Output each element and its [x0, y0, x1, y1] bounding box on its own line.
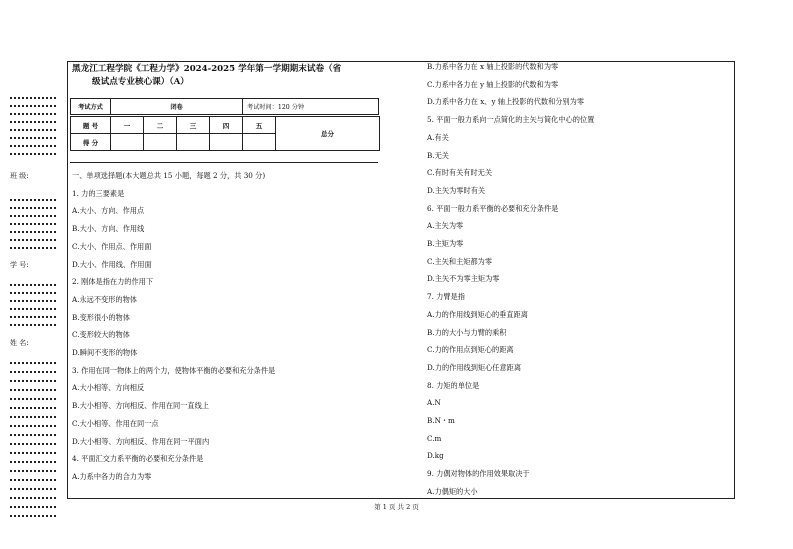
- student-id-label: 学 号:: [10, 261, 29, 269]
- left-question-line: 4. 平面汇交力系平衡的必要和充分条件是: [72, 454, 204, 464]
- binding-dotted-line: [10, 461, 56, 465]
- binding-dotted-line: [10, 153, 56, 157]
- right-question-line: B.N・m: [427, 416, 455, 425]
- left-question-line: A.大小相等、方向相反: [72, 383, 145, 393]
- name-label: 姓 名:: [10, 339, 29, 347]
- score-cell: [210, 134, 243, 151]
- score-cell: [144, 134, 177, 151]
- right-question-line: 5. 平面一般力系向一点简化的主矢与简化中心的位置: [427, 115, 595, 125]
- left-question-line: D.大小、作用线、作用面: [72, 259, 152, 269]
- right-question-line: D.力的作用线到矩心任意距离: [427, 362, 522, 372]
- right-question-line: B.力的大小与力臂的乘积: [427, 327, 507, 337]
- binding-dotted-line: [10, 488, 56, 492]
- binding-dotted-line: [10, 324, 56, 328]
- binding-dotted-line: [10, 479, 56, 483]
- binding-dotted-line: [10, 207, 56, 211]
- exam-title: [72, 63, 382, 89]
- class-label: 班 级:: [10, 172, 29, 180]
- binding-dotted-line: [10, 145, 56, 149]
- binding-dotted-line: [10, 215, 56, 219]
- right-question-line: A.力的作用线到矩心的垂直距离: [427, 309, 528, 319]
- score-table: [70, 116, 380, 151]
- right-question-line: A.力偶矩的大小: [427, 486, 478, 496]
- binding-dotted-line: [10, 515, 56, 519]
- exam-title-line2: 级试点专业核心课）（A）: [92, 77, 189, 87]
- exam-title-line1: 黑龙江工程学院《工程力学》2024-2025 学年第一学期期末试卷（省: [72, 64, 342, 74]
- exam-mode-value: 闭卷: [111, 99, 243, 115]
- binding-dotted-line: [10, 137, 56, 141]
- left-question-line: 2. 刚体是指在力的作用下: [72, 277, 154, 287]
- binding-dotted-line: [10, 371, 56, 375]
- left-question-line: B.大小相等、方向相反、作用在同一直线上: [72, 401, 209, 411]
- right-question-line: 7. 力臂是指: [427, 292, 465, 302]
- binding-dotted-line: [10, 434, 56, 438]
- score-col-2: 二: [144, 117, 177, 134]
- binding-dotted-line: [10, 113, 56, 117]
- question-no-label: 题 号: [71, 117, 111, 134]
- binding-dotted-line: [10, 470, 56, 474]
- exam-mode-label: 考试方式: [71, 99, 111, 115]
- right-question-line: D.kg: [427, 451, 444, 461]
- right-question-line: 6. 平面一般力系平衡的必要和充分条件是: [427, 203, 559, 213]
- left-question-line: 1. 力的三要素是: [72, 188, 125, 198]
- score-col-3: 三: [177, 117, 210, 134]
- right-question-line: D.力系中各力在 x、y 轴上投影的代数和分别为零: [427, 97, 585, 107]
- score-cell: [111, 134, 144, 151]
- binding-dotted-line: [10, 97, 56, 101]
- binding-dotted-line: [10, 308, 56, 312]
- right-question-line: B.无关: [427, 150, 449, 160]
- binding-dotted-line: [10, 425, 56, 429]
- right-question-line: D.主矢不为零主矩为零: [427, 274, 500, 284]
- binding-dotted-line: [10, 231, 56, 235]
- left-question-line: D.大小相等、方向相反、作用在同一平面内: [72, 436, 210, 446]
- right-question-line: D.主矢为零时有关: [427, 185, 486, 195]
- binding-dotted-line: [10, 284, 56, 288]
- binding-dotted-line: [10, 389, 56, 393]
- binding-dotted-line: [10, 199, 56, 203]
- binding-dotted-line: [10, 362, 56, 366]
- left-question-line: 3. 作用在同一物体上的两个力，使物体平衡的必要和充分条件是: [72, 365, 276, 375]
- right-question-line: C.力系中各力在 y 轴上投影的代数和为零: [427, 79, 559, 89]
- binding-dotted-line: [10, 223, 56, 227]
- binding-dotted-line: [10, 416, 56, 420]
- binding-dotted-line: [10, 300, 56, 304]
- left-question-line: C.大小相等、作用在同一点: [72, 418, 159, 428]
- binding-dotted-line: [10, 129, 56, 133]
- right-question-line: C.有时有关有时无关: [427, 168, 493, 178]
- total-score-label: 总分: [276, 117, 380, 151]
- binding-dotted-line: [10, 316, 56, 320]
- right-question-line: A.主矢为零: [427, 221, 464, 231]
- right-question-line: A.有关: [427, 132, 449, 142]
- left-question-line: C.变形较大的物体: [72, 330, 130, 340]
- score-row-label: 得 分: [71, 134, 111, 151]
- page-footer: 第 1 页 共 2 页: [374, 503, 419, 511]
- binding-dotted-line: [10, 247, 56, 251]
- binding-dotted-line: [10, 105, 56, 109]
- binding-dotted-line: [10, 497, 56, 501]
- binding-dotted-line: [10, 398, 56, 402]
- divider-line: [70, 162, 378, 163]
- left-question-line: B.变形很小的物体: [72, 312, 130, 322]
- right-question-line: C.力的作用点到矩心的距离: [427, 345, 514, 355]
- score-cell: [177, 134, 210, 151]
- right-question-line: 8. 力矩的单位是: [427, 380, 480, 390]
- right-question-line: C.主矢和主矩都为零: [427, 256, 493, 266]
- binding-dotted-line: [10, 380, 56, 384]
- right-question-line: A.N: [427, 398, 441, 408]
- left-question-line: A.力系中各力的合力为零: [72, 471, 152, 481]
- left-question-line: 一、单项选择题(本大题总共 15 小题，每题 2 分，共 30 分): [72, 171, 266, 180]
- left-question-line: B.大小、方向、作用线: [72, 224, 145, 234]
- score-col-1: 一: [111, 117, 144, 134]
- left-question-line: A.永远不变形的物体: [72, 294, 137, 304]
- binding-dotted-line: [10, 443, 56, 447]
- left-question-line: C.大小、作用点、作用面: [72, 241, 152, 251]
- binding-dotted-line: [10, 292, 56, 296]
- binding-dotted-line: [10, 407, 56, 411]
- score-col-4: 四: [210, 117, 243, 134]
- right-question-line: 9. 力偶对物体的作用效果取决于: [427, 469, 530, 479]
- score-col-5: 五: [243, 117, 276, 134]
- right-question-line: B.力系中各力在 x 轴上投影的代数和为零: [427, 62, 559, 71]
- exam-info-table: [70, 98, 379, 115]
- binding-dotted-line: [10, 121, 56, 125]
- binding-dotted-line: [10, 239, 56, 243]
- right-question-line: C.m: [427, 433, 442, 443]
- left-question-line: A.大小、方向、作用点: [72, 206, 145, 216]
- right-question-line: B.主矩为零: [427, 239, 464, 248]
- left-question-line: D.瞬间不变形的物体: [72, 348, 138, 357]
- exam-time: 考试时间：120 分钟: [243, 99, 379, 115]
- score-cell: [243, 134, 276, 151]
- binding-dotted-line: [10, 452, 56, 456]
